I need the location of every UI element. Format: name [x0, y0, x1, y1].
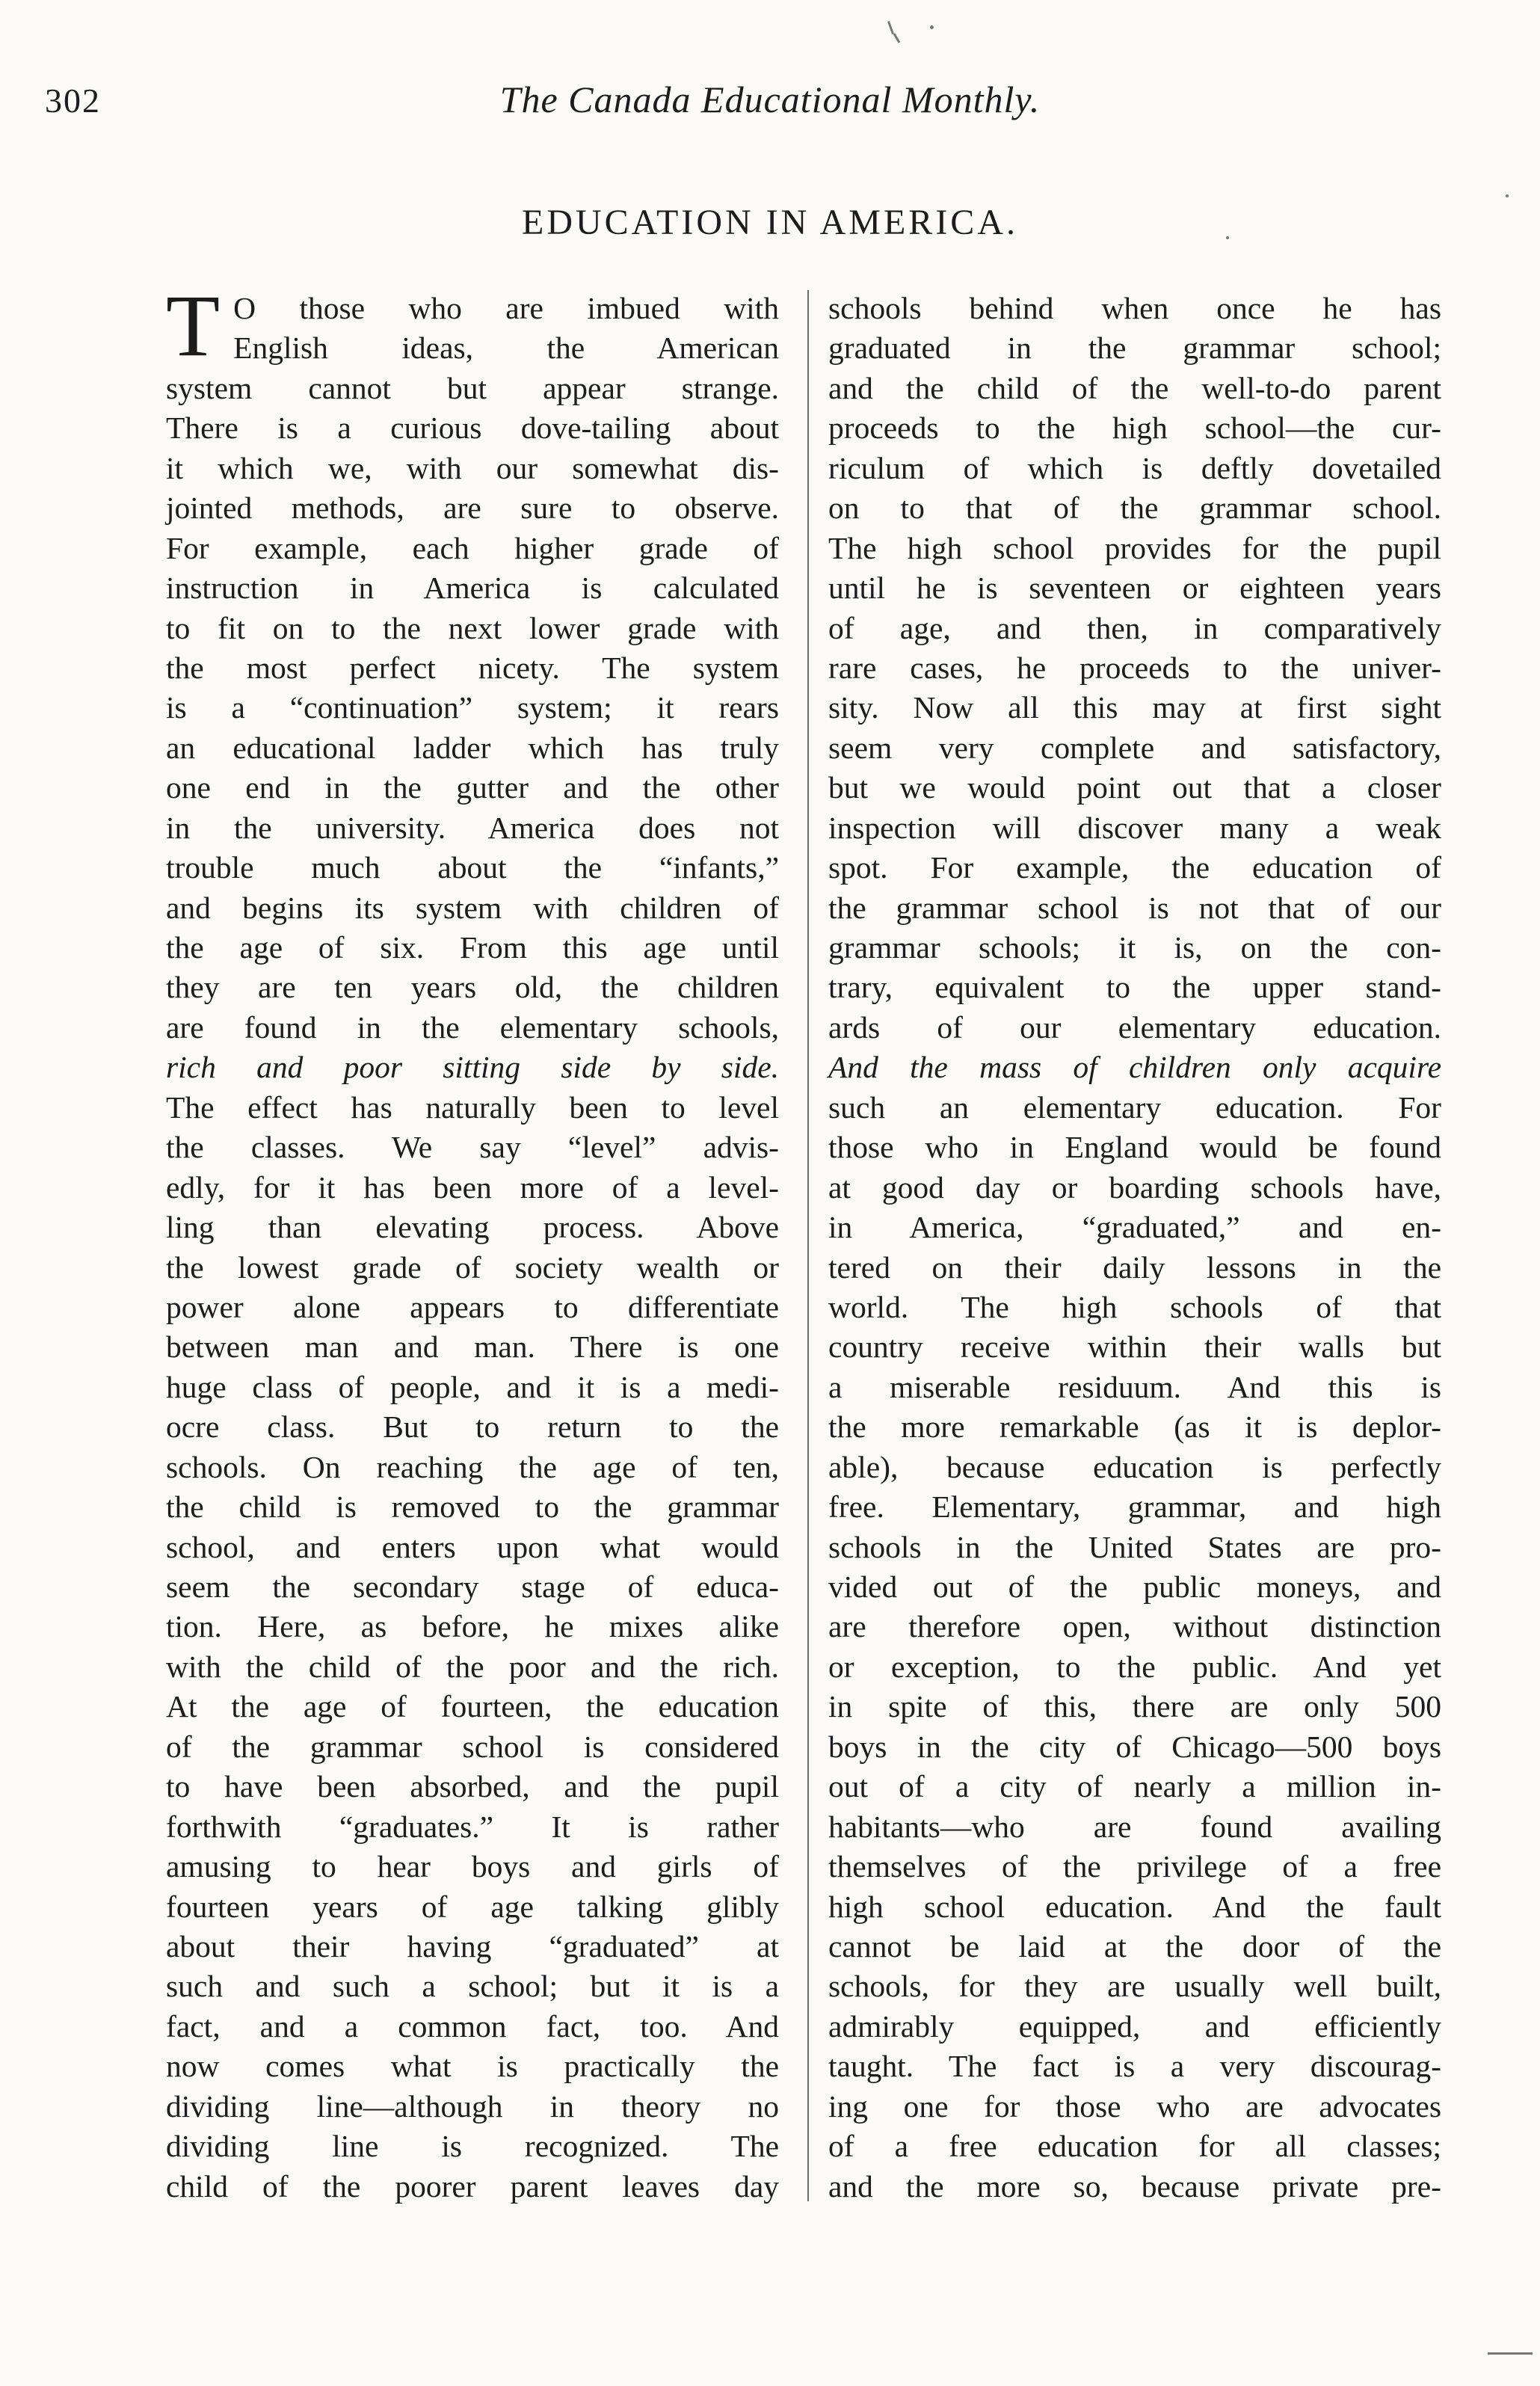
- text-line: rare cases, he proceeds to the univer-: [828, 650, 1441, 685]
- text-line: or exception, to the public. And yet: [828, 1649, 1441, 1684]
- text-line: trouble much about the “infants,”: [166, 850, 779, 885]
- text-line: system cannot but appear strange.: [166, 370, 779, 405]
- text-line: spot. For example, the education of: [828, 850, 1441, 885]
- text-line: an educational ladder which has truly: [166, 730, 779, 765]
- text-line: with the child of the poor and the rich.: [166, 1649, 779, 1684]
- text-line: grammar schools; it is, on the con-: [828, 930, 1441, 965]
- text-line: trary, equivalent to the upper stand-: [828, 970, 1441, 1005]
- text-line: ards of our elementary education.: [828, 1009, 1441, 1045]
- text-line: on to that of the grammar school.: [828, 491, 1441, 526]
- right-column: [828, 289, 1441, 2207]
- text-line: it which we, with our somewhat dis-: [166, 450, 779, 485]
- text-line: a miserable residuum. And this is: [828, 1369, 1441, 1404]
- text-line: between man and man. There is one: [166, 1329, 779, 1365]
- text-line: free. Elementary, grammar, and high: [828, 1489, 1441, 1525]
- text-line: jointed methods, are sure to observe.: [166, 491, 779, 526]
- text-line: at good day or boarding schools have,: [828, 1169, 1441, 1205]
- text-line: school, and enters upon what would: [166, 1529, 779, 1564]
- text-line: O those who are imbued with: [233, 291, 779, 325]
- text-line: fourteen years of age talking glibly: [166, 1889, 779, 1924]
- text-line: cannot be laid at the door of the: [828, 1928, 1441, 1964]
- text-line: of the grammar school is considered: [166, 1729, 779, 1764]
- italic-text: rich and poor sitting side by side.: [166, 1050, 779, 1085]
- text-line: in the university. America does not: [166, 810, 779, 845]
- drop-cap: T: [166, 277, 221, 375]
- text-line: schools behind when once he has: [828, 291, 1441, 325]
- text-line: seem the secondary stage of educa-: [166, 1569, 779, 1604]
- print-speck: [887, 21, 894, 34]
- text-line: in America, “graduated,” and en-: [828, 1210, 1441, 1245]
- text-line: such an elementary education. For: [828, 1089, 1441, 1125]
- left-column: [166, 277, 779, 2207]
- text-line: amusing to hear boys and girls of: [166, 1849, 779, 1884]
- article-title: EDUCATION IN AMERICA.: [522, 203, 1018, 242]
- text-line: the most perfect nicety. The system: [166, 650, 779, 685]
- print-speck: [893, 33, 901, 43]
- text-line: admirably equipped, and efficiently: [828, 2008, 1441, 2044]
- text-line: such and such a school; but it is a: [166, 1969, 779, 2004]
- text-line: the classes. We say “level” advis-: [166, 1130, 779, 1165]
- italic-text: And the mass of children only acquire: [828, 1050, 1441, 1085]
- text-line: is a “continuation” system; it rears: [166, 690, 779, 725]
- text-line: to fit on to the next lower grade with: [166, 610, 779, 645]
- text-line: schools, for they are usually well built,: [828, 1969, 1441, 2004]
- print-speck: [1488, 2352, 1533, 2355]
- text-line-italic: [166, 1048, 779, 1087]
- text-line: out of a city of nearly a million in-: [828, 1769, 1441, 1804]
- text-line: The effect has naturally been to level: [166, 1089, 779, 1125]
- page-number: 302: [45, 82, 101, 120]
- text-line: huge class of people, and it is a medi-: [166, 1369, 779, 1404]
- text-line: they are ten years old, the children: [166, 970, 779, 1005]
- text-line: but we would point out that a closer: [828, 770, 1441, 805]
- text-line: are found in the elementary schools,: [166, 1009, 779, 1045]
- text-line: and the child of the well-to-do parent: [828, 370, 1441, 405]
- text-line: tered on their daily lessons in the: [828, 1249, 1441, 1285]
- text-line: ing one for those who are advocates: [828, 2088, 1441, 2124]
- print-speck: [1506, 194, 1509, 197]
- text-line-italic: [828, 1048, 1441, 1087]
- text-line: tion. Here, as before, he mixes alike: [166, 1609, 779, 1644]
- text-line: of age, and then, in comparatively: [828, 610, 1441, 645]
- text-line: power alone appears to differentiate: [166, 1289, 779, 1324]
- column-divider: [807, 290, 809, 2201]
- text-line: There is a curious dove-tailing about: [166, 411, 779, 446]
- text-line: themselves of the privilege of a free: [828, 1849, 1441, 1884]
- text-line: to have been absorbed, and the pupil: [166, 1769, 779, 1804]
- text-line: At the age of fourteen, the education: [166, 1689, 779, 1724]
- text-line: forthwith “graduates.” It is rather: [166, 1809, 779, 1844]
- text-line: taught. The fact is a very discourag-: [828, 2049, 1441, 2084]
- text-line: seem very complete and satisfactory,: [828, 730, 1441, 765]
- running-title: The Canada Educational Monthly.: [499, 79, 1041, 120]
- text-line: the grammar school is not that of our: [828, 890, 1441, 925]
- text-line: graduated in the grammar school;: [828, 330, 1441, 366]
- text-line: in spite of this, there are only 500: [828, 1689, 1441, 1724]
- text-line: riculum of which is deftly dovetailed: [828, 450, 1441, 485]
- text-line: schools. On reaching the age of ten,: [166, 1449, 779, 1484]
- text-line: those who in England would be found: [828, 1130, 1441, 1165]
- text-line: now comes what is practically the: [166, 2049, 779, 2084]
- text-line: able), because education is perfectly: [828, 1449, 1441, 1484]
- text-line: dividing line is recognized. The: [166, 2129, 779, 2164]
- print-speck: [1226, 236, 1229, 239]
- text-line: proceeds to the high school—the cur-: [828, 411, 1441, 446]
- text-line: one end in the gutter and the other: [166, 770, 779, 805]
- text-line: vided out of the public moneys, and: [828, 1569, 1441, 1604]
- text-line: instruction in America is calculated: [166, 571, 779, 606]
- text-line: The high school provides for the pupil: [828, 530, 1441, 565]
- text-line: world. The high schools of that: [828, 1289, 1441, 1324]
- text-line: ocre class. But to return to the: [166, 1409, 779, 1445]
- text-line: fact, and a common fact, too. And: [166, 2008, 779, 2044]
- text-line: of a free education for all classes;: [828, 2129, 1441, 2164]
- text-line: ling than elevating process. Above: [166, 1210, 779, 1245]
- text-line: and begins its system with children of: [166, 890, 779, 925]
- text-line: edly, for it has been more of a level-: [166, 1169, 779, 1205]
- text-line: high school education. And the fault: [828, 1889, 1441, 1924]
- text-line: and the more so, because private pre-: [828, 2168, 1441, 2204]
- text-line: For example, each higher grade of: [166, 530, 779, 565]
- text-line: about their having “graduated” at: [166, 1928, 779, 1964]
- text-line: habitants—who are found availing: [828, 1809, 1441, 1844]
- text-line: are therefore open, without distinction: [828, 1609, 1441, 1644]
- text-line: schools in the United States are pro-: [828, 1529, 1441, 1564]
- print-speck: [930, 25, 934, 29]
- text-line: boys in the city of Chicago—500 boys: [828, 1729, 1441, 1764]
- text-line: inspection will discover many a weak: [828, 810, 1441, 845]
- text-line: the child is removed to the grammar: [166, 1489, 779, 1525]
- text-line: the more remarkable (as it is deplor-: [828, 1409, 1441, 1445]
- text-line: sity. Now all this may at first sight: [828, 690, 1441, 725]
- text-line: the lowest grade of society wealth or: [166, 1249, 779, 1285]
- text-line: English ideas, the American: [233, 330, 779, 366]
- text-line: until he is seventeen or eighteen years: [828, 571, 1441, 606]
- text-line: country receive within their walls but: [828, 1329, 1441, 1365]
- text-line: child of the poorer parent leaves day: [166, 2168, 779, 2204]
- text-line: dividing line—although in theory no: [166, 2088, 779, 2124]
- text-line: the age of six. From this age until: [166, 930, 779, 965]
